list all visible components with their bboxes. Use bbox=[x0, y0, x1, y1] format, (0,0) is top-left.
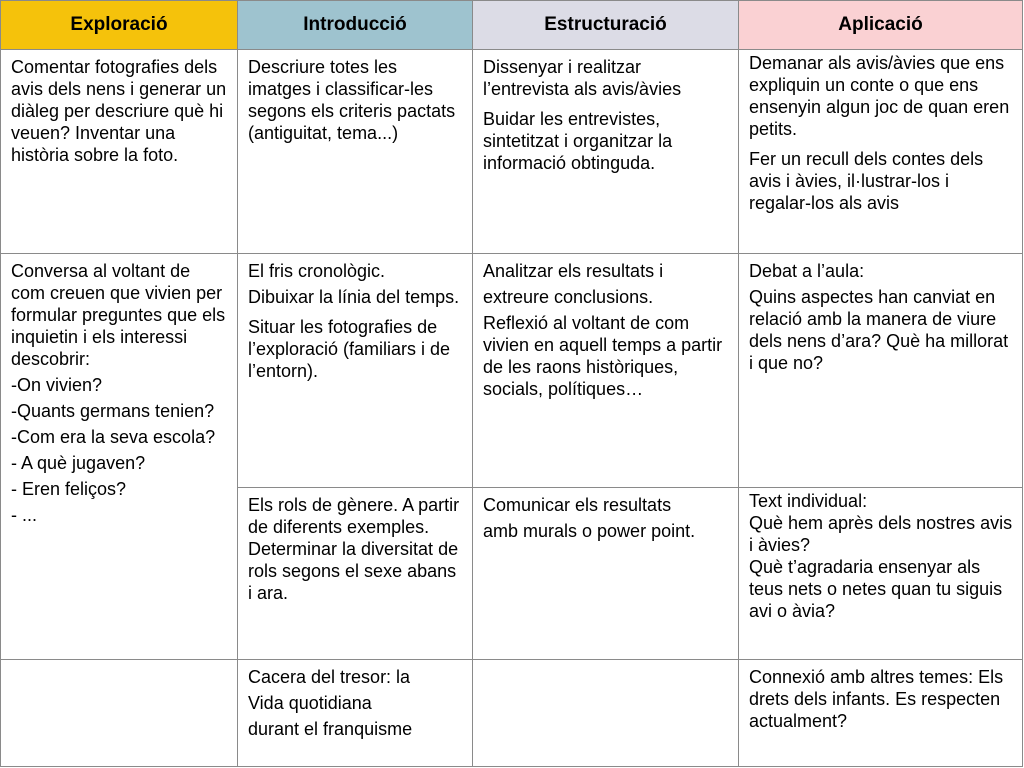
cell-exploracio bbox=[1, 254, 238, 660]
cell-text: El fris cronològic. bbox=[248, 261, 386, 281]
cell-text: Conversa al voltant de com creuen que vivien per formular preguntes que els inquietin i els interessi descobrir: bbox=[11, 261, 226, 369]
cell-text: -On vivien? bbox=[11, 375, 103, 395]
cell-estructuracio bbox=[473, 50, 739, 254]
cell-aplicacio bbox=[739, 50, 1023, 254]
cell-text: durant el franquisme bbox=[248, 719, 413, 739]
cell-text: Connexió amb altres temes: Els drets dels infants. Es respecten actualment? bbox=[749, 667, 1004, 731]
cell-estructuracio bbox=[473, 254, 739, 488]
cell-aplicacio bbox=[739, 254, 1023, 488]
header-aplicacio: Aplicació bbox=[739, 1, 1023, 50]
cell-aplicacio bbox=[739, 488, 1023, 660]
header-row bbox=[1, 1, 1023, 50]
cell-text: Fer un recull dels contes dels avis i àvies, il·lustrar-los i regalar-los als avis bbox=[749, 149, 984, 213]
cell-text: Text individual: bbox=[749, 491, 868, 511]
cell-text: Comunicar els resultats bbox=[483, 495, 672, 515]
cell-text: Situar les fotografies de l’exploració (familiars i de l’entorn). bbox=[248, 317, 451, 381]
cell-estructuracio bbox=[473, 660, 739, 767]
cell-text: Vida quotidiana bbox=[248, 693, 372, 713]
cell-text: Analitzar els resultats i bbox=[483, 261, 664, 281]
cell-text: Descriure totes les imatges i classificar-les segons els criteris pactats (antiguitat, tema...) bbox=[248, 57, 456, 143]
cell-text: Quins aspectes han canviat en relació amb la manera de viure dels nens d’ara? Què ha millorat i que no? bbox=[749, 287, 1009, 373]
cell-exploracio bbox=[1, 50, 238, 254]
table-row bbox=[1, 254, 1023, 488]
cell-text: Cacera del tresor: la bbox=[248, 667, 411, 687]
cell-text: Què t’agradaria ensenyar als teus nets o netes quan tu siguis avi o àvia? bbox=[749, 557, 1003, 621]
cell-text: Els rols de gènere. A partir de diferents exemples. Determinar la diversitat de rols segons el sexe abans i ara. bbox=[248, 495, 460, 603]
cell-text: Comentar fotografies dels avis dels nens i generar un diàleg per descriure què hi veuen? Inventar una història sobre la foto. bbox=[11, 57, 227, 165]
cell-text: Què hem après dels nostres avis i àvies? bbox=[749, 513, 1013, 555]
cell-text: Dissenyar i realitzar l’entrevista als avis/àvies bbox=[483, 57, 682, 99]
header-introduccio: Introducció bbox=[238, 1, 473, 50]
cell-introduccio bbox=[238, 488, 473, 660]
cell-introduccio bbox=[238, 254, 473, 488]
cell-text: - Eren feliços? bbox=[11, 479, 127, 499]
cell-text: - ... bbox=[11, 505, 37, 525]
cell-aplicacio bbox=[739, 660, 1023, 767]
header-exploracio: Exploració bbox=[1, 1, 238, 50]
cell-introduccio bbox=[238, 50, 473, 254]
header-estructuracio: Estructuració bbox=[473, 1, 739, 50]
table-row bbox=[1, 50, 1023, 254]
cell-text: - A què jugaven? bbox=[11, 453, 146, 473]
cell-estructuracio bbox=[473, 488, 739, 660]
cell-text: extreure conclusions. bbox=[483, 287, 654, 307]
cell-text: -Quants germans tenien? bbox=[11, 401, 215, 421]
cell-text: Debat a l’aula: bbox=[749, 261, 865, 281]
cell-text: Buidar les entrevistes, sintetitzat i organitzar la informació obtinguda. bbox=[483, 109, 673, 173]
cell-text: Demanar als avis/àvies que ens expliquin un conte o que ens ensenyin algun joc de quan eren petits. bbox=[749, 53, 1010, 139]
cell-text: -Com era la seva escola? bbox=[11, 427, 216, 447]
cell-text: amb murals o power point. bbox=[483, 521, 696, 541]
cell-text: Reflexió al voltant de com vivien en aquell temps a partir de les raons històriques, socials, polítiques… bbox=[483, 313, 723, 399]
cell-text: Dibuixar la línia del temps. bbox=[248, 287, 460, 307]
cell-exploracio bbox=[1, 660, 238, 767]
cell-introduccio bbox=[238, 660, 473, 767]
table-row bbox=[1, 660, 1023, 767]
